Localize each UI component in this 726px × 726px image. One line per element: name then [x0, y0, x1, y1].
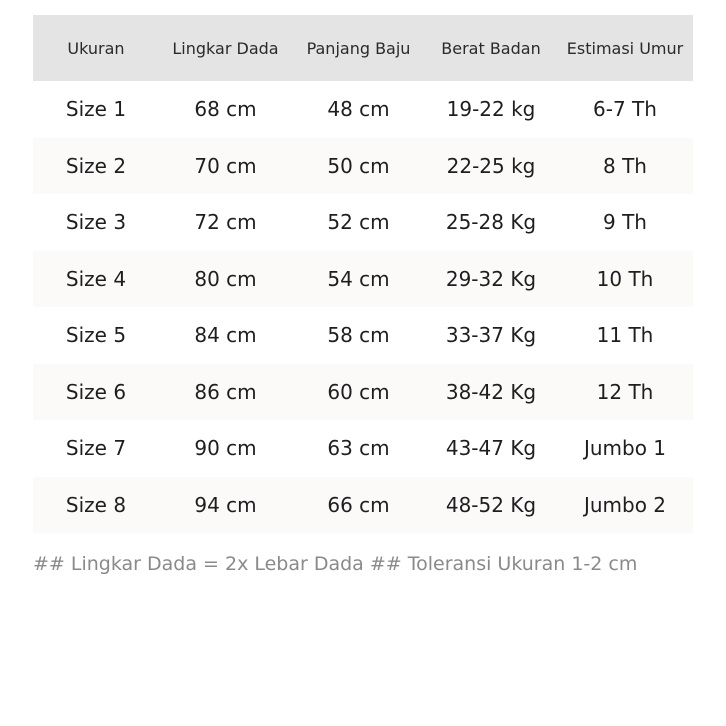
cell-estimasi-umur: Jumbo 2	[557, 477, 693, 534]
header-ukuran: Ukuran	[33, 15, 159, 81]
header-row	[33, 15, 693, 81]
cell-panjang-baju: 63 cm	[327, 436, 390, 461]
cell-ukuran: Size 5	[65, 323, 127, 348]
cell-panjang-baju: 50 cm	[292, 138, 425, 195]
cell-lingkar-dada: 70 cm	[159, 138, 292, 195]
cell-estimasi-umur: 8 Th	[557, 138, 693, 195]
header-estimasi-umur: Estimasi Umur	[557, 15, 693, 81]
cell-lingkar-dada: 68 cm	[194, 97, 257, 122]
table-row	[33, 420, 693, 477]
table-row	[33, 364, 693, 421]
cell-berat-badan: 19-22 kg	[446, 97, 536, 122]
cell-panjang-baju: 58 cm	[327, 323, 390, 348]
cell-lingkar-dada: 84 cm	[194, 323, 257, 348]
header-lingkar-dada: Lingkar Dada	[159, 15, 292, 81]
cell-panjang-baju: 48 cm	[327, 97, 390, 122]
cell-lingkar-dada: 90 cm	[194, 436, 257, 461]
cell-ukuran: Size 7	[65, 436, 127, 461]
table-row	[33, 251, 693, 308]
cell-estimasi-umur: Jumbo 1	[583, 436, 667, 461]
cell-berat-badan: 22-25 kg	[425, 138, 557, 195]
table-row	[33, 138, 693, 195]
cell-berat-badan: 29-32 Kg	[425, 251, 557, 308]
table-row	[33, 194, 693, 251]
cell-panjang-baju: 60 cm	[292, 364, 425, 421]
cell-berat-badan: 33-37 Kg	[445, 323, 537, 348]
table-row	[33, 307, 693, 364]
cell-panjang-baju: 66 cm	[292, 477, 425, 534]
cell-estimasi-umur: 9 Th	[603, 210, 647, 235]
cell-berat-badan: 25-28 Kg	[445, 210, 537, 235]
cell-berat-badan: 48-52 Kg	[425, 477, 557, 534]
cell-estimasi-umur: 6-7 Th	[593, 97, 657, 122]
cell-ukuran: Size 2	[33, 138, 159, 195]
header-berat-badan: Berat Badan	[425, 15, 557, 81]
table-row	[33, 81, 693, 138]
table-row	[33, 477, 693, 534]
cell-berat-badan: 43-47 Kg	[445, 436, 537, 461]
cell-ukuran: Size 1	[65, 97, 127, 122]
cell-lingkar-dada: 94 cm	[159, 477, 292, 534]
cell-ukuran: Size 3	[65, 210, 127, 235]
cell-ukuran: Size 4	[33, 251, 159, 308]
cell-lingkar-dada: 80 cm	[159, 251, 292, 308]
cell-panjang-baju: 54 cm	[292, 251, 425, 308]
cell-estimasi-umur: 11 Th	[596, 323, 654, 348]
cell-lingkar-dada: 86 cm	[159, 364, 292, 421]
cell-ukuran: Size 6	[33, 364, 159, 421]
table-header	[33, 15, 693, 81]
table-body	[33, 81, 693, 533]
cell-lingkar-dada: 72 cm	[194, 210, 257, 235]
cell-estimasi-umur: 12 Th	[557, 364, 693, 421]
size-note: ## Lingkar Dada = 2x Lebar Dada ## Toleransi Ukuran 1-2 cm	[33, 553, 638, 575]
cell-estimasi-umur: 10 Th	[557, 251, 693, 308]
cell-panjang-baju: 52 cm	[327, 210, 390, 235]
header-panjang-baju: Panjang Baju	[292, 15, 425, 81]
cell-ukuran: Size 8	[33, 477, 159, 534]
size-chart-table	[33, 15, 693, 533]
cell-berat-badan: 38-42 Kg	[425, 364, 557, 421]
